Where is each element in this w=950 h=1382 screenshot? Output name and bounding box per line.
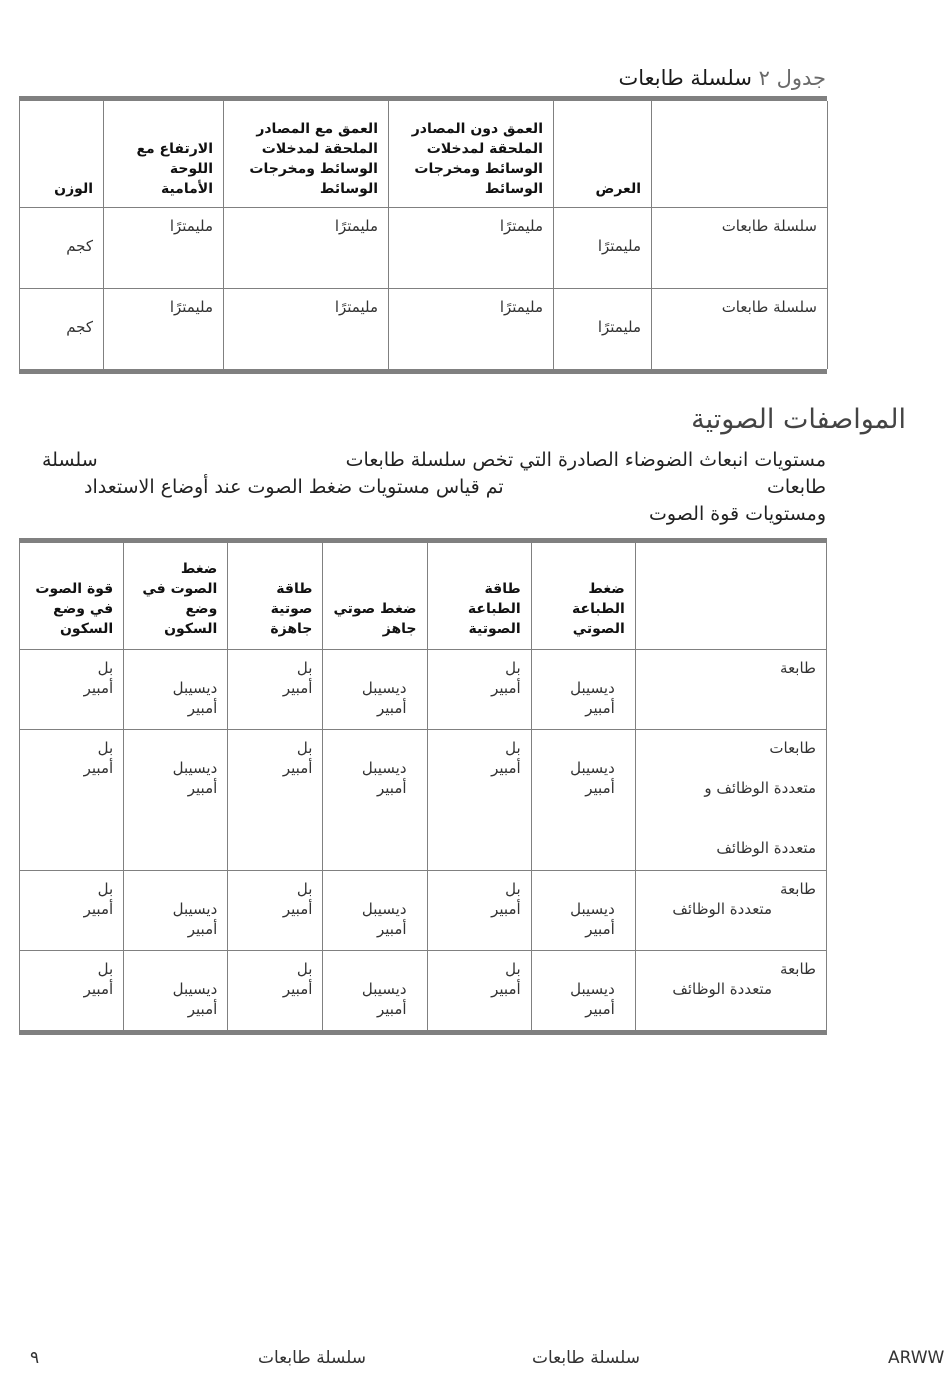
table-cell: مليمترًا [224, 207, 389, 288]
unit-amp: أمبير [585, 919, 615, 938]
unit-amp: أمبير [585, 778, 615, 797]
row-label-cell [635, 649, 826, 729]
unit-amp: أمبير [187, 778, 218, 797]
paragraph-text: طابعات [766, 476, 826, 498]
unit-amp: أمبير [83, 899, 114, 918]
unit-db: ديسيبل [570, 758, 615, 777]
table-cell [323, 729, 427, 870]
unit-amp: أمبير [585, 999, 615, 1018]
unit-amp: أمبير [282, 899, 313, 918]
row-label-cell [635, 950, 826, 1030]
unit-db: ديسيبل [361, 979, 407, 998]
unit-bel: بل [505, 658, 521, 677]
unit-db: ديسيبل [361, 758, 407, 777]
paragraph-text: سلسلة [42, 449, 98, 471]
unit-bel: بل [97, 738, 114, 757]
table-row [20, 207, 828, 288]
unit-db: ديسيبل [172, 979, 218, 998]
table-cell [427, 950, 531, 1030]
table-row [20, 288, 828, 369]
row-label: طابعة [780, 658, 816, 677]
table-cell: مليمترًا [104, 288, 224, 369]
row-label: متعددة الوظائف و [704, 778, 816, 797]
table-cell [427, 870, 531, 950]
unit-db: ديسيبل [172, 678, 218, 697]
table-cell [228, 950, 323, 1030]
table-cell [20, 950, 124, 1030]
table-cell [531, 649, 635, 729]
table-cell [228, 649, 323, 729]
table-cell [228, 729, 323, 870]
row-label: متعددة الوظائف [672, 899, 772, 918]
table-cell [124, 729, 228, 870]
unit-amp: أمبير [83, 979, 114, 998]
table-cell [531, 870, 635, 950]
unit-db: ديسيبل [172, 899, 218, 918]
table2-caption-label: جدول ٢ [758, 66, 826, 90]
table-cell [323, 649, 427, 729]
unit-amp: أمبير [282, 758, 313, 777]
footer-title-left: سلسلة طابعات [258, 1348, 367, 1368]
unit-amp: أمبير [187, 999, 218, 1018]
unit-amp: أمبير [187, 919, 218, 938]
table-header-cell: ضغط الطباعة الصوتي [531, 543, 635, 649]
table-header-cell: الوزن [20, 101, 104, 207]
row-label: متعددة الوظائف [716, 838, 816, 857]
unit-amp: أمبير [376, 698, 407, 717]
table-row [20, 950, 827, 1030]
unit-amp: أمبير [491, 758, 521, 777]
section-heading: المواصفات الصوتية [691, 404, 906, 435]
table2-caption [600, 66, 826, 90]
table-cell [323, 870, 427, 950]
unit-bel: بل [505, 959, 521, 978]
table-cell: كجم [20, 288, 104, 369]
table-header-cell: قوة الصوت في وضع السكون [20, 543, 124, 649]
table-cell [531, 729, 635, 870]
unit-bel: بل [296, 658, 313, 677]
table-row [20, 870, 827, 950]
row-label-cell [635, 729, 826, 870]
paragraph-text: مستويات انبعاث الضوضاء الصادرة التي تخص سلسلة طابعات [345, 449, 826, 471]
table-row [20, 649, 827, 729]
table-header-cell: ضغط الصوت في وضع السكون [124, 543, 228, 649]
unit-db: ديسيبل [361, 899, 407, 918]
table-cell: مليمترًا [224, 288, 389, 369]
paragraph-text: ومستويات قوة الصوت [649, 503, 826, 525]
table-header-row [20, 543, 827, 649]
table-header-cell [652, 101, 828, 207]
table-header-cell: طاقة الطباعة الصوتية [427, 543, 531, 649]
table-cell [20, 729, 124, 870]
unit-bel: بل [97, 959, 114, 978]
table2-caption-title: سلسلة طابعات [618, 66, 752, 90]
table-cell [531, 950, 635, 1030]
table-cell [124, 649, 228, 729]
table-header-row [20, 101, 828, 207]
table-cell [228, 870, 323, 950]
table-cell [323, 950, 427, 1030]
unit-amp: أمبير [83, 758, 114, 777]
unit-db: ديسيبل [570, 678, 615, 697]
unit-amp: أمبير [376, 778, 407, 797]
row-label: طابعات [769, 738, 816, 757]
row-label: طابعة [780, 959, 816, 978]
dimensions-table [19, 96, 827, 374]
table-header-cell: ضغط صوتي جاهز [323, 543, 427, 649]
row-label-cell: سلسلة طابعات [652, 288, 828, 369]
table-cell: مليمترًا [389, 288, 554, 369]
table-cell [20, 870, 124, 950]
table-header-cell: العرض [554, 101, 652, 207]
row-label: طابعة [780, 879, 816, 898]
unit-bel: بل [505, 879, 521, 898]
paragraph-text: تم قياس مستويات ضغط الصوت عند أوضاع الاستعداد [84, 476, 504, 498]
unit-bel: بل [296, 879, 313, 898]
table-header-cell: العمق مع المصادر الملحقة لمدخلات الوسائط ومخرجات الوسائط [224, 101, 389, 207]
unit-bel: بل [296, 959, 313, 978]
footer-code: ARWW [888, 1348, 945, 1368]
unit-amp: أمبير [282, 678, 313, 697]
table-row [20, 729, 827, 870]
table-cell: مليمترًا [554, 288, 652, 369]
row-label-cell [635, 870, 826, 950]
unit-db: ديسيبل [570, 979, 615, 998]
table-cell [20, 649, 124, 729]
table-cell [427, 729, 531, 870]
unit-amp: أمبير [83, 678, 114, 697]
unit-bel: بل [296, 738, 313, 757]
unit-db: ديسيبل [570, 899, 615, 918]
table-cell [124, 950, 228, 1030]
unit-bel: بل [505, 738, 521, 757]
table-cell [427, 649, 531, 729]
table-cell: مليمترًا [389, 207, 554, 288]
row-label: متعددة الوظائف [672, 979, 772, 998]
unit-amp: أمبير [491, 899, 521, 918]
table-header-cell: الارتفاع مع اللوحة الأمامية [104, 101, 224, 207]
unit-amp: أمبير [187, 698, 218, 717]
unit-amp: أمبير [585, 698, 615, 717]
unit-amp: أمبير [376, 999, 407, 1018]
table-cell: مليمترًا [554, 207, 652, 288]
unit-db: ديسيبل [172, 758, 218, 777]
unit-amp: أمبير [491, 979, 521, 998]
table-cell [124, 870, 228, 950]
table-header-cell: طاقة صوتية جاهزة [228, 543, 323, 649]
unit-db: ديسيبل [361, 678, 407, 697]
acoustic-table [19, 538, 827, 1035]
table-header-cell [635, 543, 826, 649]
table-header-cell: العمق دون المصادر الملحقة لمدخلات الوسائط ومخرجات الوسائط [389, 101, 554, 207]
footer-title-right: سلسلة طابعات [532, 1348, 641, 1368]
table-cell: كجم [20, 207, 104, 288]
unit-amp: أمبير [376, 919, 407, 938]
unit-bel: بل [97, 658, 114, 677]
unit-amp: أمبير [282, 979, 313, 998]
row-label-cell: سلسلة طابعات [652, 207, 828, 288]
page-number: ٩ [30, 1348, 40, 1368]
table-cell: مليمترًا [104, 207, 224, 288]
unit-amp: أمبير [491, 678, 521, 697]
unit-bel: بل [97, 879, 114, 898]
